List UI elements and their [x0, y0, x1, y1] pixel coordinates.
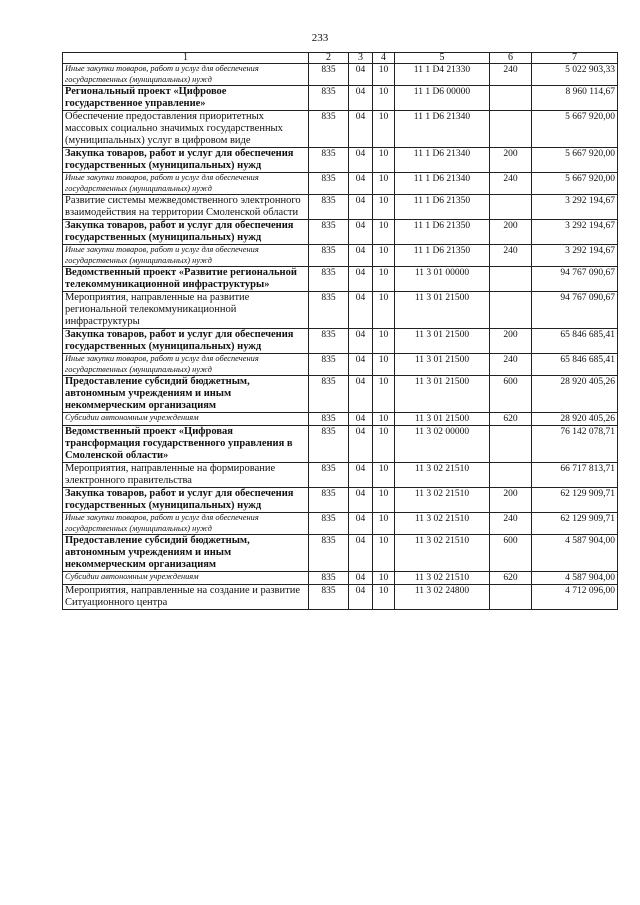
row-target-article-cell: 11 1 D6 21350 — [395, 195, 490, 220]
row-amount-cell: 62 129 909,71 — [532, 513, 618, 535]
row-target-article-cell: 11 3 02 24800 — [395, 585, 490, 610]
row-admin-code-cell: 835 — [309, 111, 349, 148]
row-section-cell: 04 — [349, 513, 373, 535]
row-section-cell: 04 — [349, 376, 373, 413]
row-target-article-cell: 11 3 01 00000 — [395, 267, 490, 292]
row-subsection-cell: 10 — [373, 111, 395, 148]
row-name-cell: Иные закупки товаров, работ и услуг для обеспечения государственных (муниципальных) нужд — [63, 245, 309, 267]
row-amount-cell: 94 767 090,67 — [532, 267, 618, 292]
table-row — [63, 173, 618, 195]
table-row — [63, 86, 618, 111]
row-admin-code-cell: 835 — [309, 513, 349, 535]
row-expense-type-cell — [490, 463, 532, 488]
row-amount-cell: 94 767 090,67 — [532, 292, 618, 329]
row-admin-code-cell: 835 — [309, 413, 349, 426]
row-name-cell: Ведомственный проект «Цифровая трансформация государственного управления в Смоленской области» — [63, 426, 309, 463]
row-target-article-cell: 11 3 02 00000 — [395, 426, 490, 463]
row-name-cell: Субсидии автономным учреждениям — [63, 413, 309, 426]
row-section-cell: 04 — [349, 267, 373, 292]
table-row — [63, 195, 618, 220]
row-expense-type-cell: 620 — [490, 413, 532, 426]
row-expense-type-cell: 620 — [490, 572, 532, 585]
row-amount-cell: 76 142 078,71 — [532, 426, 618, 463]
row-expense-type-cell: 240 — [490, 354, 532, 376]
row-name-cell: Мероприятия, направленные на формирование электронного правительства — [63, 463, 309, 488]
row-subsection-cell: 10 — [373, 86, 395, 111]
table-row — [63, 111, 618, 148]
header-col-7: 7 — [532, 53, 618, 64]
row-section-cell: 04 — [349, 329, 373, 354]
row-expense-type-cell — [490, 195, 532, 220]
row-name-cell: Иные закупки товаров, работ и услуг для обеспечения государственных (муниципальных) нужд — [63, 173, 309, 195]
row-admin-code-cell: 835 — [309, 267, 349, 292]
row-name-cell: Мероприятия, направленные на создание и развитие Ситуационного центра — [63, 585, 309, 610]
row-name-cell: Иные закупки товаров, работ и услуг для обеспечения государственных (муниципальных) нужд — [63, 354, 309, 376]
row-section-cell: 04 — [349, 173, 373, 195]
row-target-article-cell: 11 1 D6 21350 — [395, 220, 490, 245]
row-subsection-cell: 10 — [373, 513, 395, 535]
row-expense-type-cell — [490, 292, 532, 329]
row-subsection-cell: 10 — [373, 376, 395, 413]
row-name-cell: Закупка товаров, работ и услуг для обеспечения государственных (муниципальных) нужд — [63, 148, 309, 173]
table-row — [63, 220, 618, 245]
row-subsection-cell: 10 — [373, 413, 395, 426]
row-name-cell: Региональный проект «Цифровое государственное управление» — [63, 86, 309, 111]
row-admin-code-cell: 835 — [309, 354, 349, 376]
row-amount-cell: 28 920 405,26 — [532, 376, 618, 413]
row-admin-code-cell: 835 — [309, 376, 349, 413]
budget-table — [62, 52, 618, 610]
header-col-5: 5 — [395, 53, 490, 64]
row-name-cell: Закупка товаров, работ и услуг для обеспечения государственных (муниципальных) нужд — [63, 488, 309, 513]
row-name-cell: Обеспечение предоставления приоритетных массовых социально значимых государственных (муниципальных) услуг в цифровом виде — [63, 111, 309, 148]
row-expense-type-cell: 200 — [490, 148, 532, 173]
row-expense-type-cell: 240 — [490, 513, 532, 535]
row-admin-code-cell: 835 — [309, 329, 349, 354]
table-row — [63, 148, 618, 173]
row-admin-code-cell: 835 — [309, 585, 349, 610]
header-col-6: 6 — [490, 53, 532, 64]
row-target-article-cell: 11 3 02 21510 — [395, 513, 490, 535]
row-name-cell: Ведомственный проект «Развитие региональной телекоммуникационной инфраструктуры» — [63, 267, 309, 292]
row-section-cell: 04 — [349, 426, 373, 463]
row-amount-cell: 4 712 096,00 — [532, 585, 618, 610]
row-expense-type-cell — [490, 86, 532, 111]
row-section-cell: 04 — [349, 292, 373, 329]
row-target-article-cell: 11 3 01 21500 — [395, 354, 490, 376]
table-row — [63, 513, 618, 535]
row-admin-code-cell: 835 — [309, 173, 349, 195]
row-target-article-cell: 11 1 D6 21350 — [395, 245, 490, 267]
row-admin-code-cell: 835 — [309, 292, 349, 329]
row-section-cell: 04 — [349, 585, 373, 610]
row-amount-cell: 5 667 920,00 — [532, 173, 618, 195]
row-amount-cell: 4 587 904,00 — [532, 572, 618, 585]
row-name-cell: Субсидии автономным учреждениям — [63, 572, 309, 585]
row-subsection-cell: 10 — [373, 354, 395, 376]
row-section-cell: 04 — [349, 148, 373, 173]
row-amount-cell: 4 587 904,00 — [532, 535, 618, 572]
row-subsection-cell: 10 — [373, 292, 395, 329]
table-row — [63, 413, 618, 426]
row-amount-cell: 62 129 909,71 — [532, 488, 618, 513]
row-target-article-cell: 11 3 01 21500 — [395, 376, 490, 413]
row-target-article-cell: 11 3 01 21500 — [395, 413, 490, 426]
table-row — [63, 376, 618, 413]
row-target-article-cell: 11 1 D6 21340 — [395, 173, 490, 195]
table-row — [63, 245, 618, 267]
row-subsection-cell: 10 — [373, 426, 395, 463]
row-admin-code-cell: 835 — [309, 148, 349, 173]
row-subsection-cell: 10 — [373, 220, 395, 245]
row-expense-type-cell: 200 — [490, 488, 532, 513]
row-admin-code-cell: 835 — [309, 535, 349, 572]
row-admin-code-cell: 835 — [309, 488, 349, 513]
row-amount-cell: 5 667 920,00 — [532, 148, 618, 173]
row-expense-type-cell — [490, 267, 532, 292]
row-amount-cell: 5 667 920,00 — [532, 111, 618, 148]
row-section-cell: 04 — [349, 220, 373, 245]
row-expense-type-cell: 600 — [490, 376, 532, 413]
row-subsection-cell: 10 — [373, 463, 395, 488]
table-row — [63, 267, 618, 292]
row-admin-code-cell: 835 — [309, 426, 349, 463]
row-name-cell: Закупка товаров, работ и услуг для обеспечения государственных (муниципальных) нужд — [63, 220, 309, 245]
header-col-1: 1 — [63, 53, 309, 64]
row-admin-code-cell: 835 — [309, 245, 349, 267]
row-section-cell: 04 — [349, 195, 373, 220]
row-admin-code-cell: 835 — [309, 86, 349, 111]
row-amount-cell: 8 960 114,67 — [532, 86, 618, 111]
row-target-article-cell: 11 1 D6 00000 — [395, 86, 490, 111]
row-subsection-cell: 10 — [373, 148, 395, 173]
row-expense-type-cell — [490, 111, 532, 148]
row-section-cell: 04 — [349, 64, 373, 86]
table-row — [63, 329, 618, 354]
row-amount-cell: 65 846 685,41 — [532, 329, 618, 354]
row-subsection-cell: 10 — [373, 329, 395, 354]
row-amount-cell: 65 846 685,41 — [532, 354, 618, 376]
row-subsection-cell: 10 — [373, 64, 395, 86]
row-target-article-cell: 11 3 01 21500 — [395, 329, 490, 354]
row-subsection-cell: 10 — [373, 572, 395, 585]
row-section-cell: 04 — [349, 463, 373, 488]
row-subsection-cell: 10 — [373, 488, 395, 513]
row-expense-type-cell: 240 — [490, 245, 532, 267]
row-target-article-cell: 11 1 D6 21340 — [395, 148, 490, 173]
row-admin-code-cell: 835 — [309, 195, 349, 220]
table-row — [63, 572, 618, 585]
table-row — [63, 585, 618, 610]
row-name-cell: Предоставление субсидий бюджетным, автономным учреждениям и иным некоммерческим организациям — [63, 376, 309, 413]
row-expense-type-cell: 600 — [490, 535, 532, 572]
row-amount-cell: 3 292 194,67 — [532, 195, 618, 220]
row-expense-type-cell — [490, 426, 532, 463]
row-admin-code-cell: 835 — [309, 220, 349, 245]
row-amount-cell: 66 717 813,71 — [532, 463, 618, 488]
row-subsection-cell: 10 — [373, 535, 395, 572]
row-target-article-cell: 11 3 02 21510 — [395, 488, 490, 513]
row-subsection-cell: 10 — [373, 245, 395, 267]
table-header-row — [63, 53, 618, 64]
row-admin-code-cell: 835 — [309, 64, 349, 86]
row-name-cell: Иные закупки товаров, работ и услуг для обеспечения государственных (муниципальных) нужд — [63, 64, 309, 86]
row-target-article-cell: 11 3 02 21510 — [395, 535, 490, 572]
row-section-cell: 04 — [349, 354, 373, 376]
row-amount-cell: 5 022 903,33 — [532, 64, 618, 86]
row-admin-code-cell: 835 — [309, 463, 349, 488]
table-row — [63, 292, 618, 329]
row-target-article-cell: 11 3 02 21510 — [395, 572, 490, 585]
table-row — [63, 354, 618, 376]
row-subsection-cell: 10 — [373, 267, 395, 292]
row-expense-type-cell: 240 — [490, 64, 532, 86]
row-name-cell: Иные закупки товаров, работ и услуг для обеспечения государственных (муниципальных) нужд — [63, 513, 309, 535]
row-subsection-cell: 10 — [373, 195, 395, 220]
table-row — [63, 64, 618, 86]
row-target-article-cell: 11 1 D6 21340 — [395, 111, 490, 148]
row-amount-cell: 3 292 194,67 — [532, 220, 618, 245]
row-section-cell: 04 — [349, 488, 373, 513]
row-name-cell: Предоставление субсидий бюджетным, автономным учреждениям и иным некоммерческим организациям — [63, 535, 309, 572]
header-col-3: 3 — [349, 53, 373, 64]
row-name-cell: Развитие системы межведомственного электронного взаимодействия на территории Смоленской области — [63, 195, 309, 220]
page-number: 233 — [311, 32, 329, 44]
table-row — [63, 535, 618, 572]
row-expense-type-cell — [490, 585, 532, 610]
row-section-cell: 04 — [349, 572, 373, 585]
row-subsection-cell: 10 — [373, 585, 395, 610]
row-target-article-cell: 11 1 D4 21330 — [395, 64, 490, 86]
table-row — [63, 463, 618, 488]
row-subsection-cell: 10 — [373, 173, 395, 195]
row-target-article-cell: 11 3 02 21510 — [395, 463, 490, 488]
row-section-cell: 04 — [349, 535, 373, 572]
row-expense-type-cell: 240 — [490, 173, 532, 195]
row-name-cell: Мероприятия, направленные на развитие региональной телекоммуникационной инфраструктуры — [63, 292, 309, 329]
table-row — [63, 488, 618, 513]
row-amount-cell: 3 292 194,67 — [532, 245, 618, 267]
row-admin-code-cell: 835 — [309, 572, 349, 585]
row-expense-type-cell: 200 — [490, 329, 532, 354]
row-section-cell: 04 — [349, 413, 373, 426]
row-target-article-cell: 11 3 01 21500 — [395, 292, 490, 329]
table-row — [63, 426, 618, 463]
row-section-cell: 04 — [349, 111, 373, 148]
header-col-2: 2 — [309, 53, 349, 64]
row-section-cell: 04 — [349, 245, 373, 267]
row-section-cell: 04 — [349, 86, 373, 111]
row-name-cell: Закупка товаров, работ и услуг для обеспечения государственных (муниципальных) нужд — [63, 329, 309, 354]
row-expense-type-cell: 200 — [490, 220, 532, 245]
header-col-4: 4 — [373, 53, 395, 64]
row-amount-cell: 28 920 405,26 — [532, 413, 618, 426]
